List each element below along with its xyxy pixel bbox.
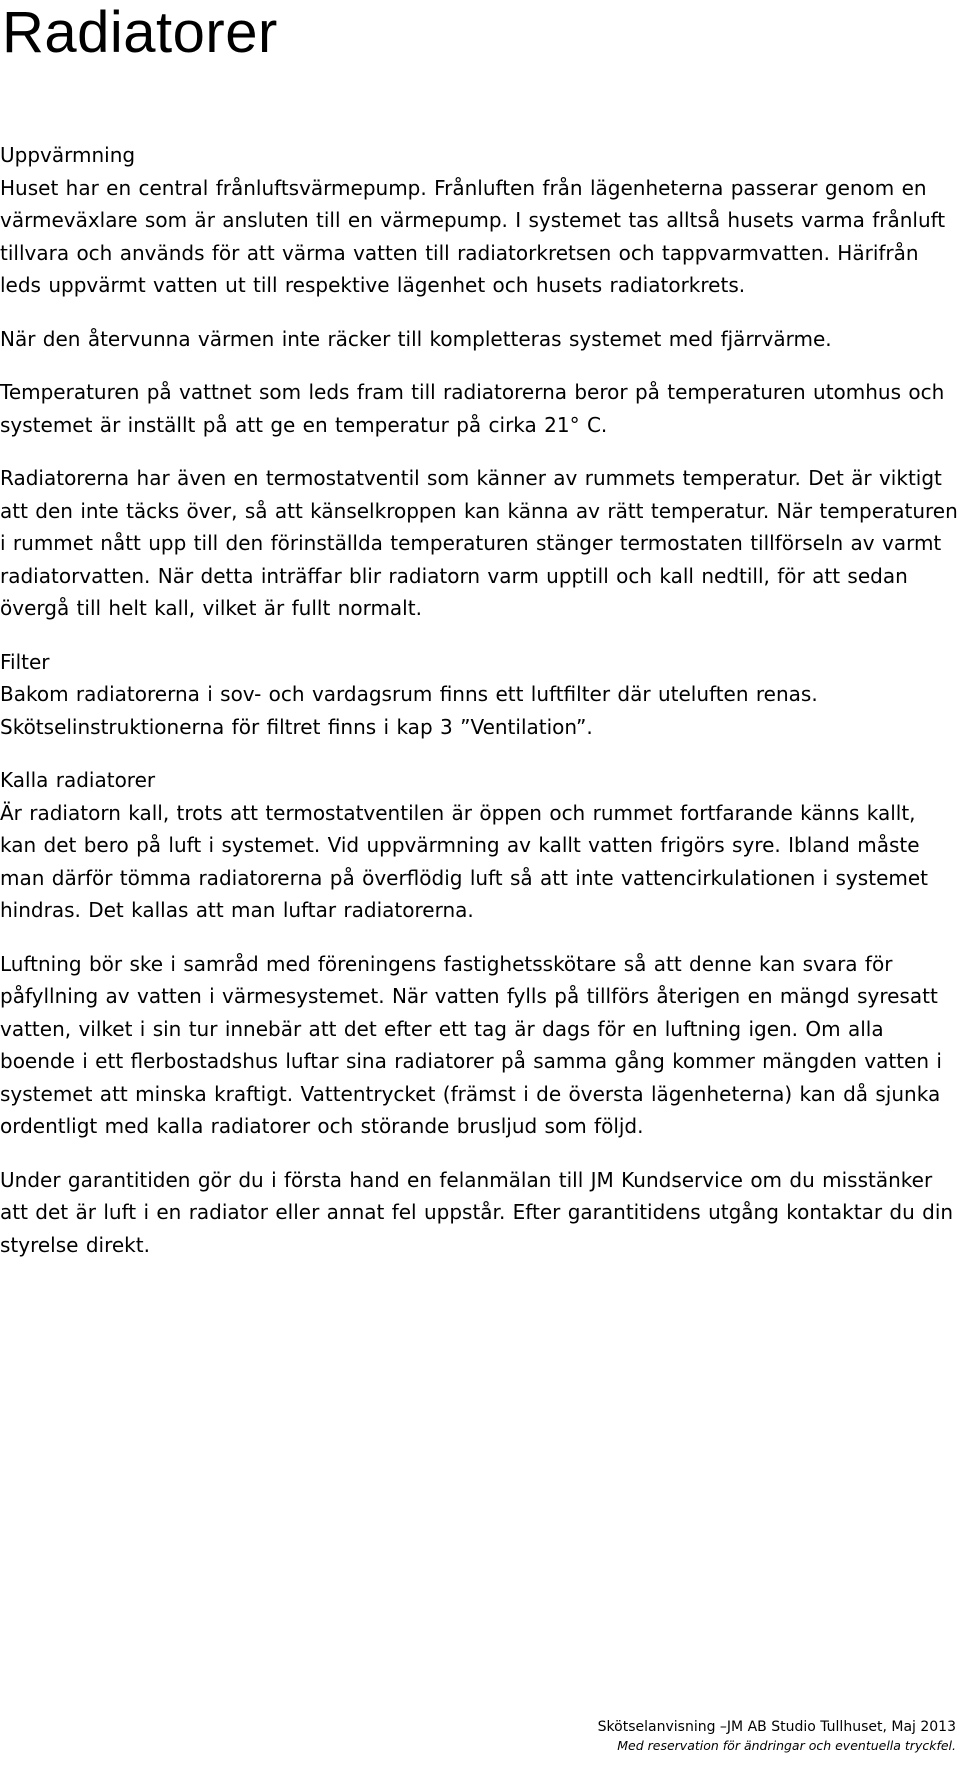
paragraph-uppvarmning-4: Radiatorerna har även en termostatventil som känner av rummets temperatur. Det är viktigt att den inte täcks över, så att känselkroppen kan känna av rätt temperatur. När temperaturen i rummet nått upp till den förinställda temperaturen stänger termostaten tillförseln av varmt radiatorvatten. När detta inträffar blir radiatorn varm upptill och kall nedtill, för att sedan övergå till helt kall, vilket är fullt normalt. bbox=[0, 466, 958, 620]
paragraph-kalla-1: Är radiatorn kall, trots att termostatventilen är öppen och rummet fortfarande känns kallt, kan det bero på luft i systemet. Vid uppvärmning av kallt vatten frigörs syre. Ibland måste man därför tömma radiatorerna på överflödig luft så att inte vattencirkulationen i systemet hindras. Det kallas att man luftar radiatorerna. bbox=[0, 800, 929, 922]
paragraph-uppvarmning-3: Temperaturen på vattnet som leds fram till radiatorerna beror på temperaturen utomhus och systemet är inställt på att ge en temperatur på cirka 21° C. bbox=[0, 380, 945, 437]
footer-document-info: Skötselanvisning –JM AB Studio Tullhuset, Maj 2013 bbox=[597, 1719, 956, 1735]
paragraph-kalla-2: Luftning bör ske i samråd med föreningens fastighetsskötare så att denne kan svara för påfyllning av vatten i värmesystemet. När vatten fylls på tillförs återigen en mängd syresatt vatten, vilket i sin tur innebär att det efter ett tag är dags för en luftning igen. Om alla boende i ett flerbostadshus luftar sina radiatorer på samma gång kommer mängden vatten i systemet att minska kraftigt. Vattentrycket (främst i de översta lägenheterna) kan då sjunka ordentligt med kalla radiatorer och störande brusljud som följd. bbox=[0, 951, 942, 1138]
page-footer bbox=[598, 1717, 956, 1755]
paragraph-uppvarmning-1: Huset har en central frånluftsvärmepump. Frånluften från lägenheterna passerar genom en värmeväxlare som är ansluten till en värmepump. I systemet tas alltså husets varma frånluft tillvara och används för att värma vatten till radiatorkretsen och tappvarmvatten. Härifrån leds uppvärmt vatten ut till respektive lägenhet och husets radiatorkrets. bbox=[0, 175, 946, 297]
section-heading-filter: Filter bbox=[0, 649, 50, 674]
paragraph-kalla-3: Under garantitiden gör du i första hand en felanmälan till JM Kundservice om du misstänker att det är luft i en radiator eller annat fel uppstår. Efter garantitidens utgång kontaktar du din styrelse direkt. bbox=[0, 1167, 954, 1257]
paragraph-uppvarmning-2: När den återvunna värmen inte räcker till kompletteras systemet med fjärrvärme. bbox=[0, 326, 832, 351]
footer-disclaimer: Med reservation för ändringar och eventuella tryckfel. bbox=[617, 1738, 956, 1753]
paragraph-filter-1: Bakom radiatorerna i sov- och vardagsrum finns ett luftfilter där uteluften renas. Skötselinstruktionerna för filtret finns i kap 3 ”Ventilation”. bbox=[0, 682, 818, 739]
section-heading-kalla-radiatorer: Kalla radiatorer bbox=[0, 768, 156, 792]
document-body bbox=[0, 139, 958, 1261]
page-title: Radiatorer bbox=[2, 0, 278, 65]
section-heading-uppvarmning: Uppvärmning bbox=[0, 143, 136, 167]
